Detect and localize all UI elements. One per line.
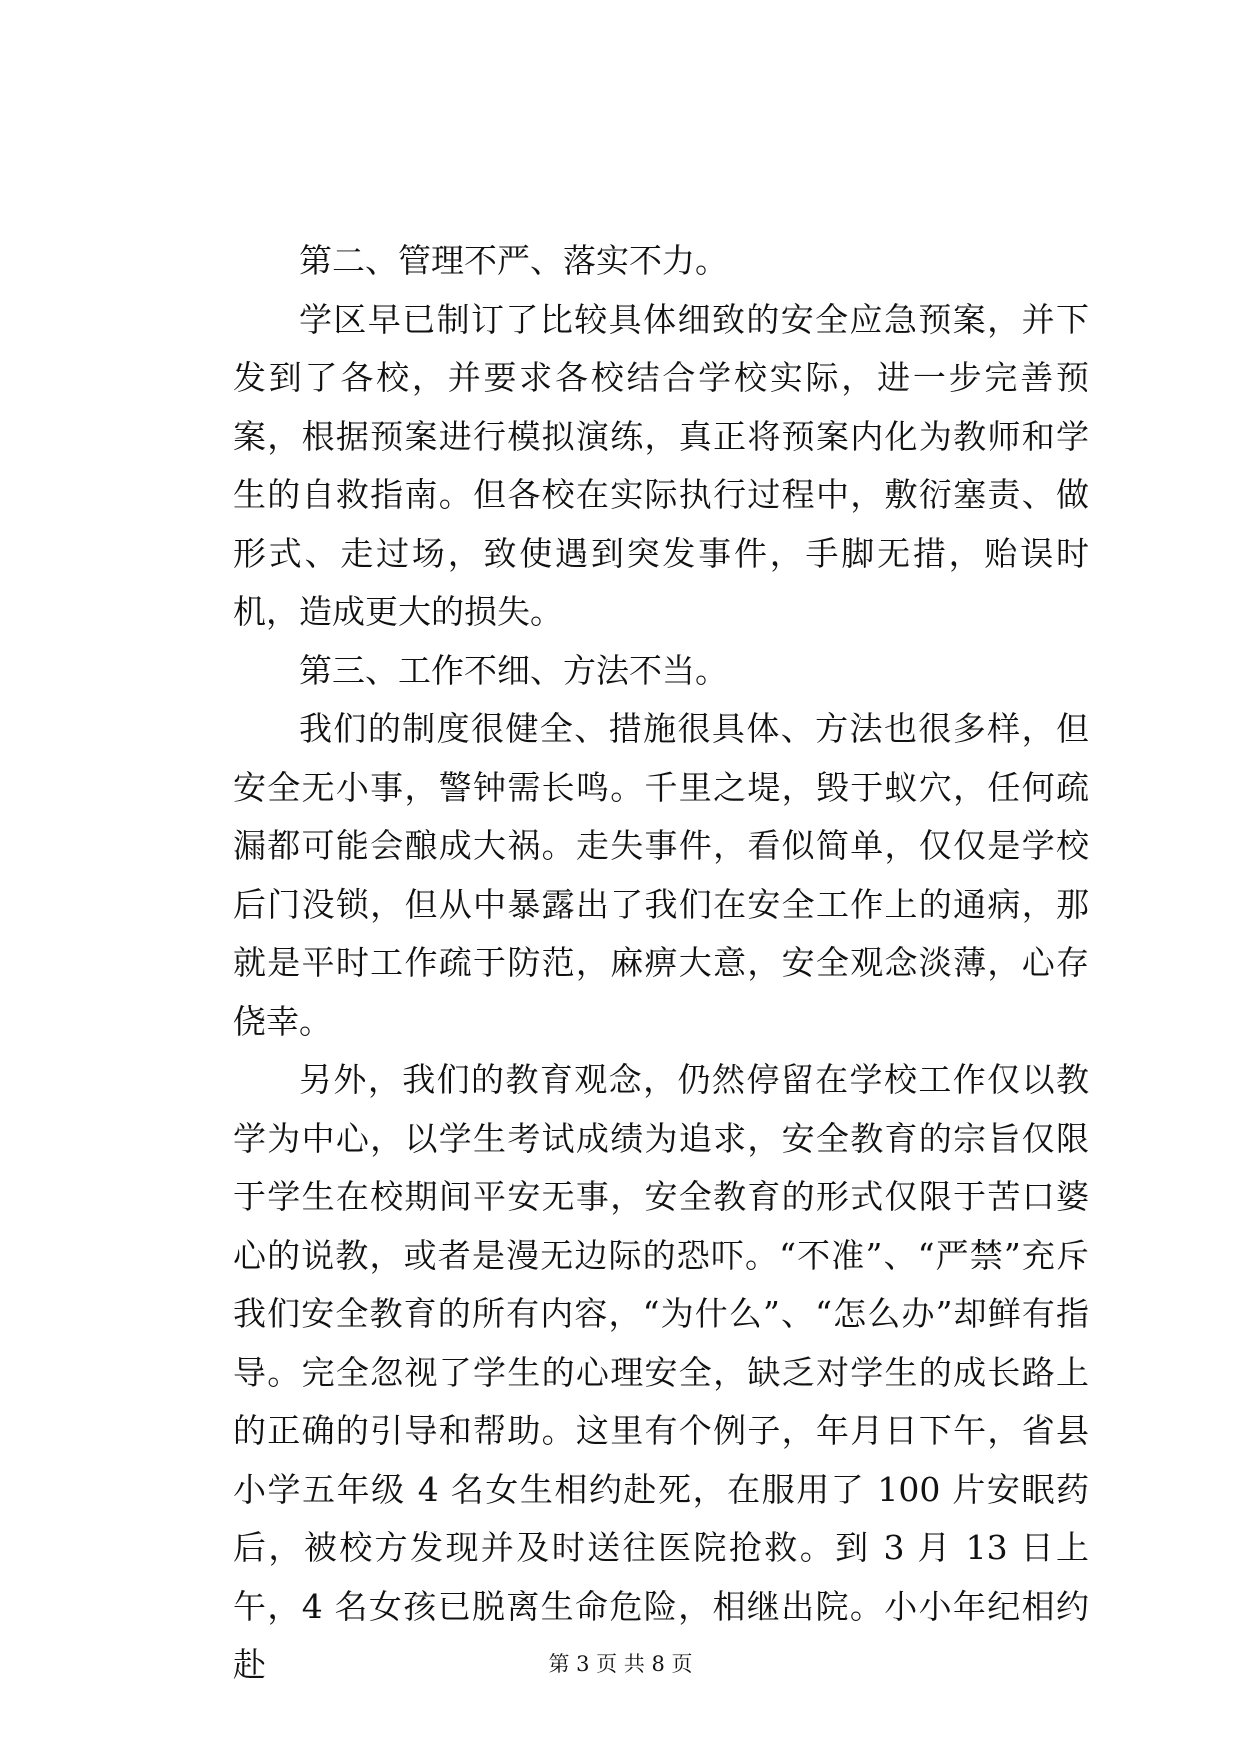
- paragraph-heading-2: 第二、管理不严、落实不力。: [299, 241, 728, 280]
- paragraph: 我们的制度很健全、措施很具体、方法也很多样，但安全无小事，警钟需长鸣。千里之堤，毁于蚁穴，任何疏漏都可能会酿成大祸。走失事件，看似简单，仅仅是学校后门没锁，但从中暴露出了我们在安全工作上的通病，那就是平时工作疏于防范，麻痹大意，安全观念淡薄，心存侥幸。: [233, 709, 1089, 1041]
- body-text: [233, 232, 1089, 1695]
- paragraph-heading-3: 第三、工作不细、方法不当。: [299, 650, 728, 690]
- page-footer: 第 3 页 共 8 页: [548, 1652, 693, 1676]
- paragraph: 学区早已制订了比较具体细致的安全应急预案，并下发到了各校，并要求各校结合学校实际，进一步完善预案，根据预案进行模拟演练，真正将预案内化为教师和学生的自救指南。但各校在实际执行过程中，敷衍塞责、做形式、走过场，致使遇到突发事件，手脚无措，贻误时机，造成更大的损失。: [233, 299, 1089, 631]
- paragraph: 另外，我们的教育观念，仍然停留在学校工作仅以教学为中心，以学生考试成绩为追求，安全教育的宗旨仅限于学生在校期间平安无事，安全教育的形式仅限于苦口婆心的说教，或者是漫无边际的恐吓。“不准”、“严禁”充斥我们安全教育的所有内容，“为什么”、“怎么办”却鲜有指导。完全忽视了学生的心理安全，缺乏对学生的成长路上的正确的引导和帮助。这里有个例子，年月日下午，省县小学五年级 4 名女生相约赴死，在服用了 100 片安眠药后，被校方发现并及时送往医院抢救。到 3 月 13 日上午，4 名女孩已脱离生命危险，相继出院。小小年纪相约赴: [233, 1060, 1089, 1684]
